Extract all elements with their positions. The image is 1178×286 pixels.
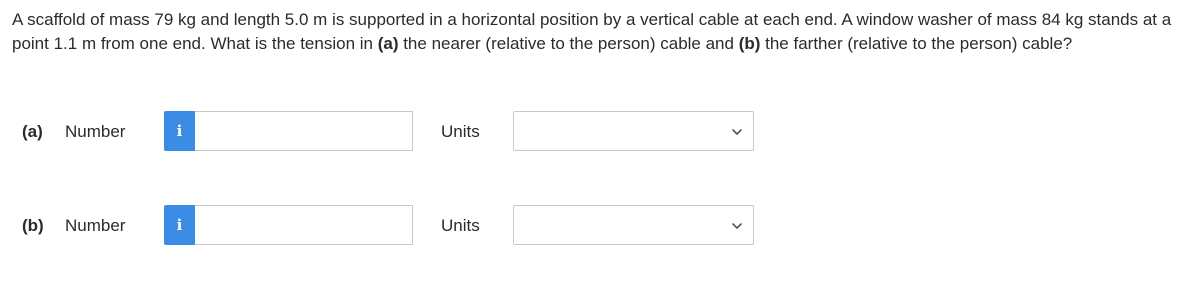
question-text-part-1: A scaffold of mass 79 kg and length 5.0 m is supported in a horizontal position by a vertical cable at each end. A window washer of mass 84 kg stands at a point 1.1 m from one end. What is the tension in <box>12 10 1172 53</box>
number-label-a: Number <box>65 122 126 141</box>
number-label-b: Number <box>65 216 126 235</box>
units-label-a: Units <box>441 122 480 141</box>
info-icon[interactable] <box>164 205 195 245</box>
number-input-b[interactable] <box>195 205 413 245</box>
number-input-a[interactable] <box>195 111 413 151</box>
question-part-b-ref: (b) <box>738 34 761 53</box>
info-icon-glyph: i <box>176 121 183 140</box>
question-text <box>12 8 1172 56</box>
question-part-a-ref: (a) <box>377 34 399 53</box>
question-text-part-2: the nearer (relative to the person) cable and <box>398 34 739 53</box>
units-select-a[interactable] <box>513 111 754 151</box>
units-select-b[interactable] <box>513 205 754 245</box>
question-text-part-3: the farther (relative to the person) cable? <box>760 34 1073 53</box>
chevron-down-icon <box>731 126 743 138</box>
answer-row-a <box>0 111 1178 153</box>
info-icon-glyph: i <box>176 215 183 234</box>
units-label-b: Units <box>441 216 480 235</box>
part-label-b: (b) <box>22 216 44 235</box>
answer-row-b <box>0 205 1178 247</box>
chevron-down-icon <box>731 220 743 232</box>
part-label-a: (a) <box>22 122 43 141</box>
info-icon[interactable] <box>164 111 195 151</box>
